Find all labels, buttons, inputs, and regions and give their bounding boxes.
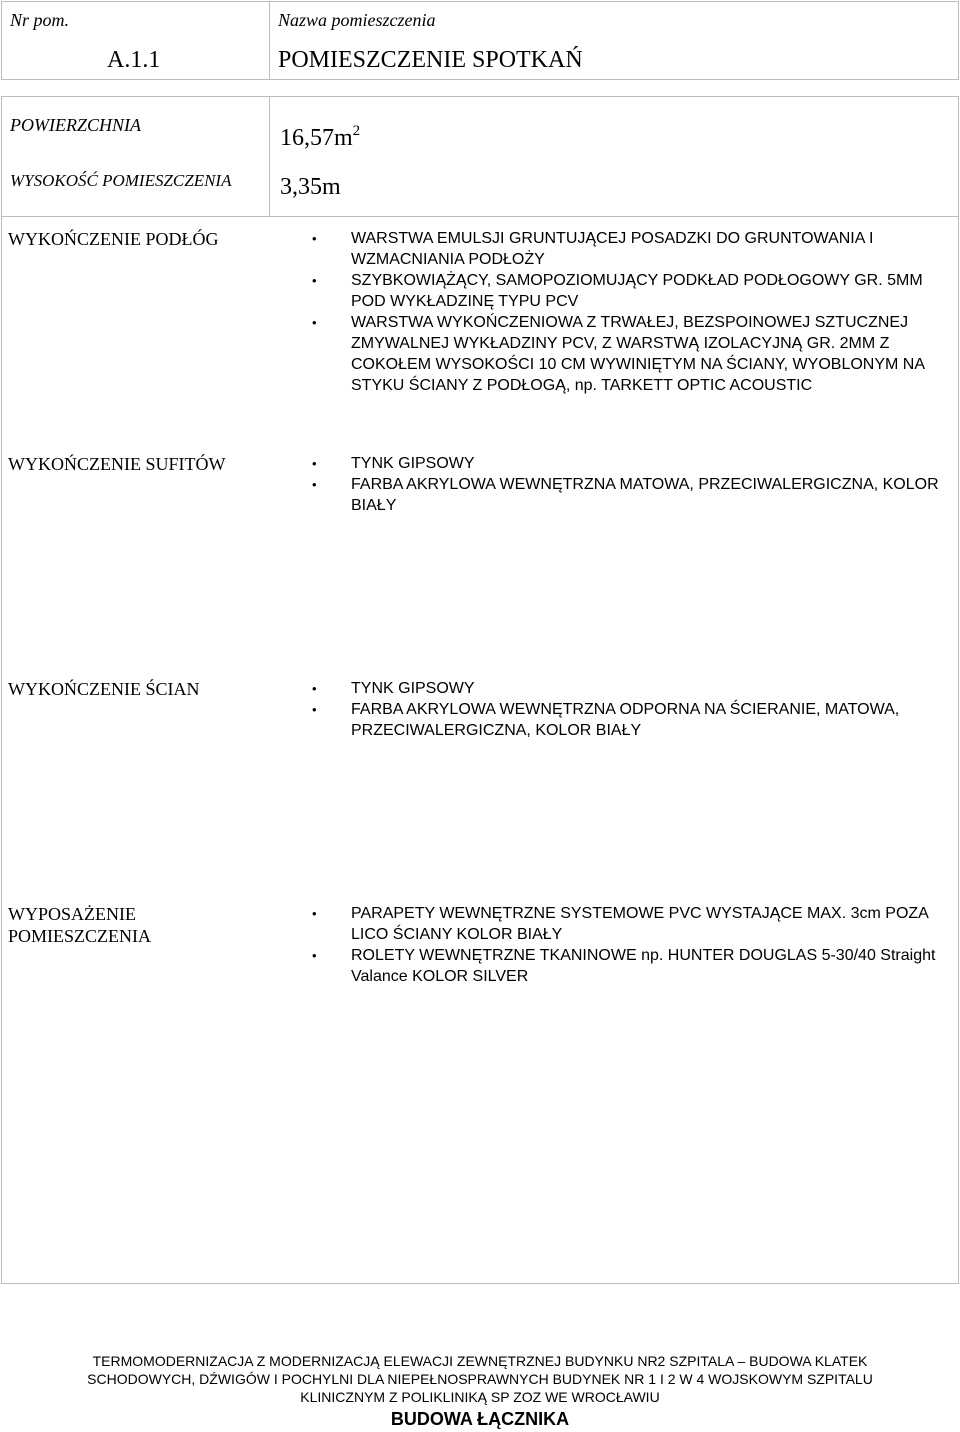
room-name-label: Nazwa pomieszczenia xyxy=(278,10,436,30)
list-item xyxy=(306,270,954,312)
room-name: POMIESZCZENIE SPOTKAŃ xyxy=(278,47,583,73)
ceiling-item-text: FARBA AKRYLOWA WEWNĘTRZNA MATOWA, PRZECIWALERGICZNA, KOLOR BIAŁY xyxy=(351,476,939,514)
floor-item-text: WARSTWA EMULSJI GRUNTUJĄCEJ POSADZKI DO GRUNTOWANIA I WZMACNIANIA PODŁOŻY xyxy=(351,230,874,268)
area-unit-exponent: 2 xyxy=(352,123,361,139)
equipment-item-text: PARAPETY WEWNĘTRZNE SYSTEMOWE PVC WYSTAJĄCE MAX. 3cm POZA LICO ŚCIANY KOLOR BIAŁY xyxy=(351,905,928,943)
list-item xyxy=(306,453,954,474)
bullet-icon: • xyxy=(312,948,317,963)
equipment-list xyxy=(306,903,954,987)
height-label: WYSOKOŚĆ POMIESZCZENIA xyxy=(10,171,232,190)
floor-finish-list xyxy=(306,228,954,396)
footer-line-2: SCHODOWYCH, DŹWIGÓW I POCHYLNI DLA NIEPEŁNOSPRAWNYCH BUDYNEK NR 1 I 2 W 4 WOJSKOWYM SZPITALU xyxy=(87,1371,873,1387)
height-value: 3,35m xyxy=(280,174,341,200)
area-number: 16,57m xyxy=(280,125,353,151)
wall-finish-label: WYKOŃCZENIE ŚCIAN xyxy=(8,679,200,699)
floor-finish-label: WYKOŃCZENIE PODŁÓG xyxy=(8,229,219,249)
room-number-label: Nr pom. xyxy=(10,10,70,30)
list-item xyxy=(306,699,954,741)
footer-line-1: TERMOMODERNIZACJA Z MODERNIZACJĄ ELEWACJI ZEWNĘTRZNEJ BUDYNKU NR2 SZPITALA – BUDOWA KLATEK xyxy=(92,1353,868,1369)
list-item xyxy=(306,945,954,987)
bullet-icon: • xyxy=(312,273,317,288)
bullet-icon: • xyxy=(312,231,317,246)
list-item xyxy=(306,903,954,945)
area-label: POWIERZCHNIA xyxy=(10,115,141,135)
equipment-item-text: ROLETY WEWNĘTRZNE TKANINOWE np. HUNTER DOUGLAS 5-30/40 Straight Valance KOLOR SILVER xyxy=(351,947,936,985)
header-divider xyxy=(269,1,270,79)
wall-item-text: TYNK GIPSOWY xyxy=(351,680,475,697)
bullet-icon: • xyxy=(312,681,317,696)
footer-title: BUDOWA ŁĄCZNIKA xyxy=(390,1409,570,1429)
floor-item-text: SZYBKOWIĄŻĄCY, SAMOPOZIOMUJĄCY PODKŁAD PODŁOGOWY GR. 5MM POD WYKŁADZINĘ TYPU PCV xyxy=(351,272,923,310)
bullet-icon: • xyxy=(312,906,317,921)
list-item xyxy=(306,228,954,270)
bullet-icon: • xyxy=(312,315,317,330)
list-item xyxy=(306,678,954,699)
room-number: A.1.1 xyxy=(107,47,161,73)
ceiling-finish-list xyxy=(306,453,954,516)
room-card-separator xyxy=(1,216,959,217)
area-value xyxy=(280,117,360,152)
ceiling-item-text: TYNK GIPSOWY xyxy=(351,455,475,472)
footer-line-3: KLINICZNYM Z POLIKLINIKĄ SP ZOZ WE WROCŁAWIU xyxy=(300,1389,660,1405)
room-card-divider xyxy=(269,96,270,217)
wall-finish-list xyxy=(306,678,954,741)
list-item xyxy=(306,312,954,396)
list-item xyxy=(306,474,954,516)
bullet-icon: • xyxy=(312,702,317,717)
bullet-icon: • xyxy=(312,456,317,471)
bullet-icon: • xyxy=(312,477,317,492)
ceiling-finish-label: WYKOŃCZENIE SUFITÓW xyxy=(8,454,226,474)
equipment-label: WYPOSAŻENIE POMIESZCZENIA xyxy=(8,904,151,946)
floor-item-text: WARSTWA WYKOŃCZENIOWA Z TRWAŁEJ, BEZSPOINOWEJ SZTUCZNEJ ZMYWALNEJ WYKŁADZINY PCV, Z WARSTWĄ IZOLACYJNĄ GR. 2MM Z COKOŁEM WYSOKOŚCI 10 CM WYWINIĘTYM NA ŚCIANY, WYOBLONYM NA STYKU ŚCIANY Z PODŁOGĄ, np. TARKETT OPTIC ACOUSTIC xyxy=(351,314,925,394)
wall-item-text: FARBA AKRYLOWA WEWNĘTRZNA ODPORNA NA ŚCIERANIE, MATOWA, PRZECIWALERGICZNA, KOLOR BIAŁY xyxy=(351,701,900,739)
